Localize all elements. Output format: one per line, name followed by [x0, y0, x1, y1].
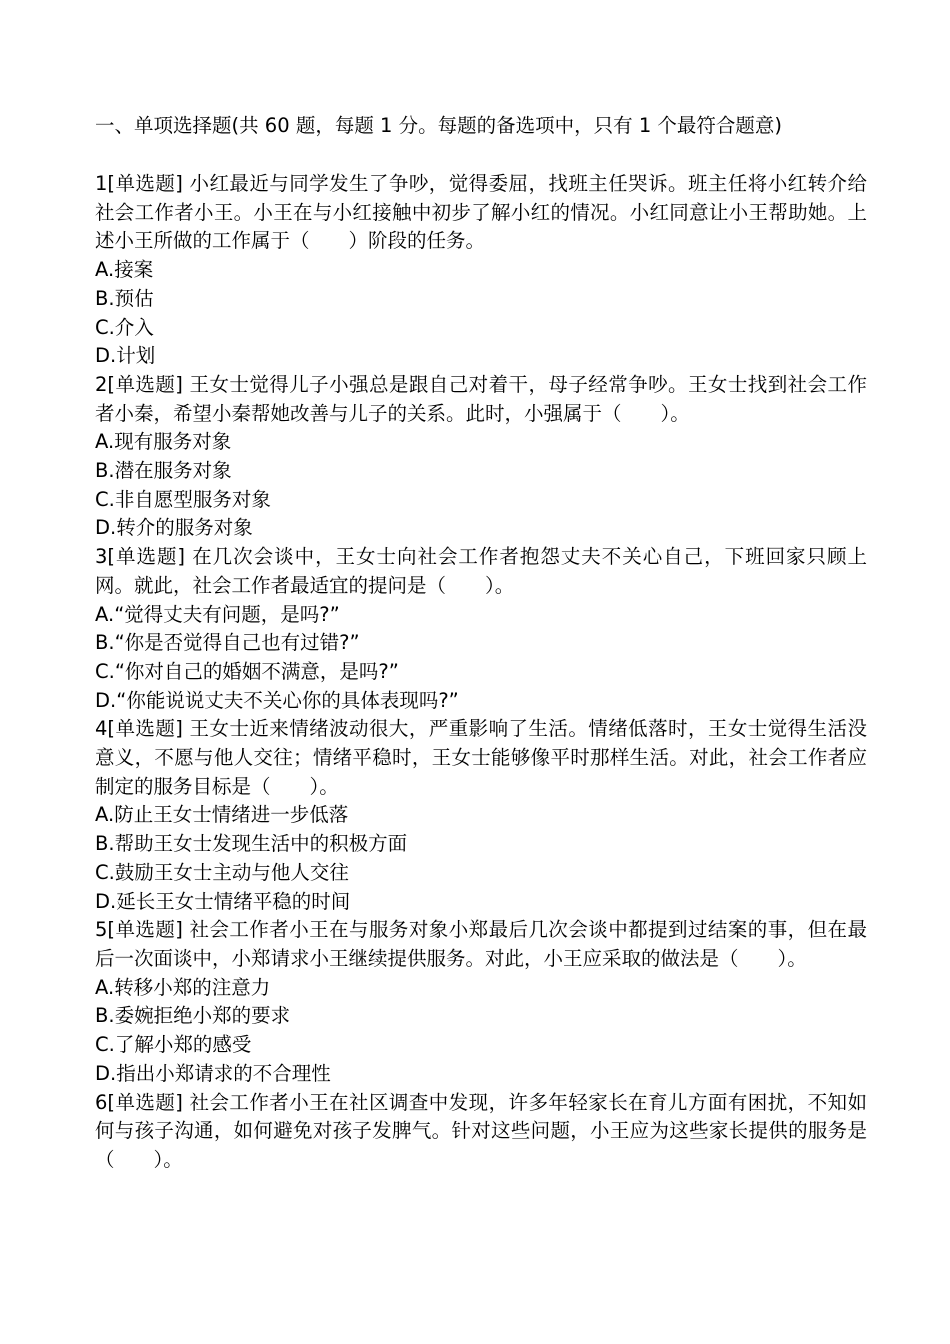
- question-stem: 2[单选题] 王女士觉得儿子小强总是跟自己对着干，母子经常争吵。王女士找到社会工作者小秦，希望小秦帮她改善与儿子的关系。此时，小强属于（ ）。: [95, 372, 867, 425]
- option-d: D.转介的服务对象: [95, 516, 253, 540]
- question-stem: 6[单选题] 社会工作者小王在社区调查中发现，许多年轻家长在育儿方面有困扰，不知如何与孩子沟通，如何避免对孩子发脾气。针对这些问题，小王应为这些家长提供的服务是（ ）。: [95, 1090, 867, 1171]
- option-d: D.延长王女士情绪平稳的时间: [95, 889, 351, 913]
- option-d: D.“你能说说丈夫不关心你的具体表现吗?”: [95, 688, 459, 712]
- question-2: [95, 371, 867, 543]
- option-c: C.“你对自己的婚姻不满意，是吗?”: [95, 659, 399, 683]
- question-stem: 3[单选题] 在几次会谈中，王女士向社会工作者抱怨丈夫不关心自己，下班回家只顾上网。就此，社会工作者最适宜的提问是（ ）。: [95, 545, 867, 597]
- option-b: B.“你是否觉得自己也有过错?”: [95, 631, 360, 655]
- option-c: C.非自愿型服务对象: [95, 487, 271, 511]
- section-title: 一、单项选择题(共 60 题，每题 1 分。每题的备选项中，只有 1 个最符合题意): [95, 114, 783, 137]
- question-stem: 1[单选题] 小红最近与同学发生了争吵，觉得委屈，找班主任哭诉。班主任将小红转介给社会工作者小王。小王在与小红接触中初步了解小红的情况。小红同意让小王帮助她。上述小王所做的工作属于（ ）阶段的任务。: [95, 172, 867, 253]
- question-5: [95, 916, 867, 1088]
- option-b: B.潜在服务对象: [95, 459, 232, 483]
- option-d: D.指出小郑请求的不合理性: [95, 1061, 331, 1085]
- option-a: A.现有服务对象: [95, 430, 232, 454]
- question-4: [95, 715, 867, 916]
- option-a: A.转移小郑的注意力: [95, 975, 271, 999]
- option-a: A.“觉得丈夫有问题，是吗?”: [95, 602, 340, 626]
- option-d: D.计划: [95, 344, 156, 368]
- option-b: B.预估: [95, 286, 154, 310]
- option-a: A.接案: [95, 258, 154, 282]
- option-a: A.防止王女士情绪进一步低落: [95, 803, 349, 827]
- document-page: [95, 112, 867, 1175]
- option-b: B.帮助王女士发现生活中的积极方面: [95, 832, 408, 856]
- option-b: B.委婉拒绝小郑的要求: [95, 1004, 291, 1028]
- option-c: C.鼓励王女士主动与他人交往: [95, 860, 349, 884]
- question-6: [95, 1089, 867, 1175]
- option-c: C.介入: [95, 315, 154, 339]
- question-1: [95, 170, 867, 371]
- question-3: [95, 543, 867, 715]
- option-c: C.了解小郑的感受: [95, 1033, 252, 1057]
- question-stem: 5[单选题] 社会工作者小王在与服务对象小郑最后几次会谈中都提到过结案的事，但在最后一次面谈中，小郑请求小王继续提供服务。对此，小王应采取的做法是（ ）。: [95, 918, 867, 970]
- question-stem: 4[单选题] 王女士近来情绪波动很大，严重影响了生活。情绪低落时，王女士觉得生活没意义，不愿与他人交往；情绪平稳时，王女士能够像平时那样生活。对此，社会工作者应制定的服务目标是（ ）。: [95, 717, 867, 798]
